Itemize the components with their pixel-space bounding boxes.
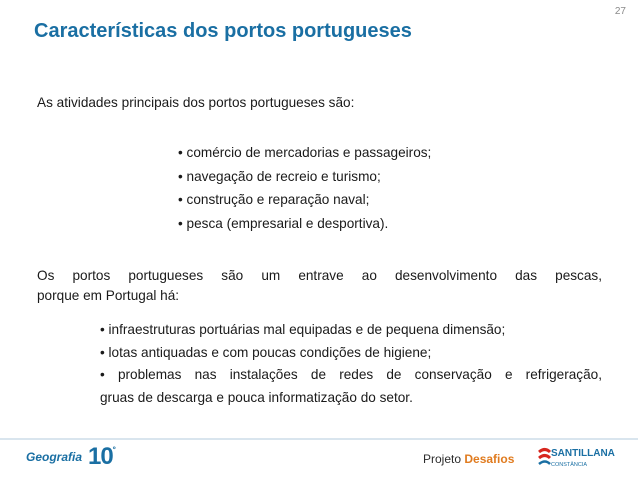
paragraph-line: porque em Portugal há: [37, 288, 180, 303]
list-item [100, 364, 602, 409]
publisher-name: SANTILLANA [551, 448, 615, 459]
project-prefix: Projeto [423, 452, 465, 466]
list-item: • pesca (empresarial e desportiva). [178, 215, 389, 231]
page-number: 27 [614, 6, 626, 17]
paragraph-line: Os portos portugueses são um entrave ao desenvolvimento das pescas, [37, 268, 602, 283]
list-item-line: • problemas nas instalações de redes de conservação e refrigeração, [100, 367, 602, 382]
project-logo [423, 452, 514, 466]
list-item: • comércio de mercadorias e passageiros; [178, 145, 432, 160]
list-item: • navegação de recreio e turismo; [178, 168, 381, 184]
footer-divider [0, 438, 638, 440]
problems-list [100, 319, 602, 409]
subject-label: Geografia [26, 450, 83, 464]
intro-text: As atividades principais dos portos portugueses são: [37, 95, 355, 110]
list-item: • infraestruturas portuárias mal equipadas e de pequena dimensão; [100, 322, 506, 337]
project-name: Desafios [464, 452, 515, 466]
grade-number: 10 [88, 443, 113, 470]
list-item: • construção e reparação naval; [178, 192, 370, 207]
grade-label [88, 443, 115, 471]
list-item-line: gruas de descarga e pouca informatização do setor. [100, 389, 413, 405]
paragraph [37, 266, 602, 306]
grade-mark: º [112, 445, 115, 454]
activities-list [178, 143, 431, 237]
footer [0, 438, 638, 479]
slide-title: Características dos portos portugueses [34, 20, 412, 42]
list-item: • lotas antiquadas e com poucas condições de higiene; [100, 344, 432, 360]
publisher-sub: CONSTÂNCIA [551, 462, 588, 468]
